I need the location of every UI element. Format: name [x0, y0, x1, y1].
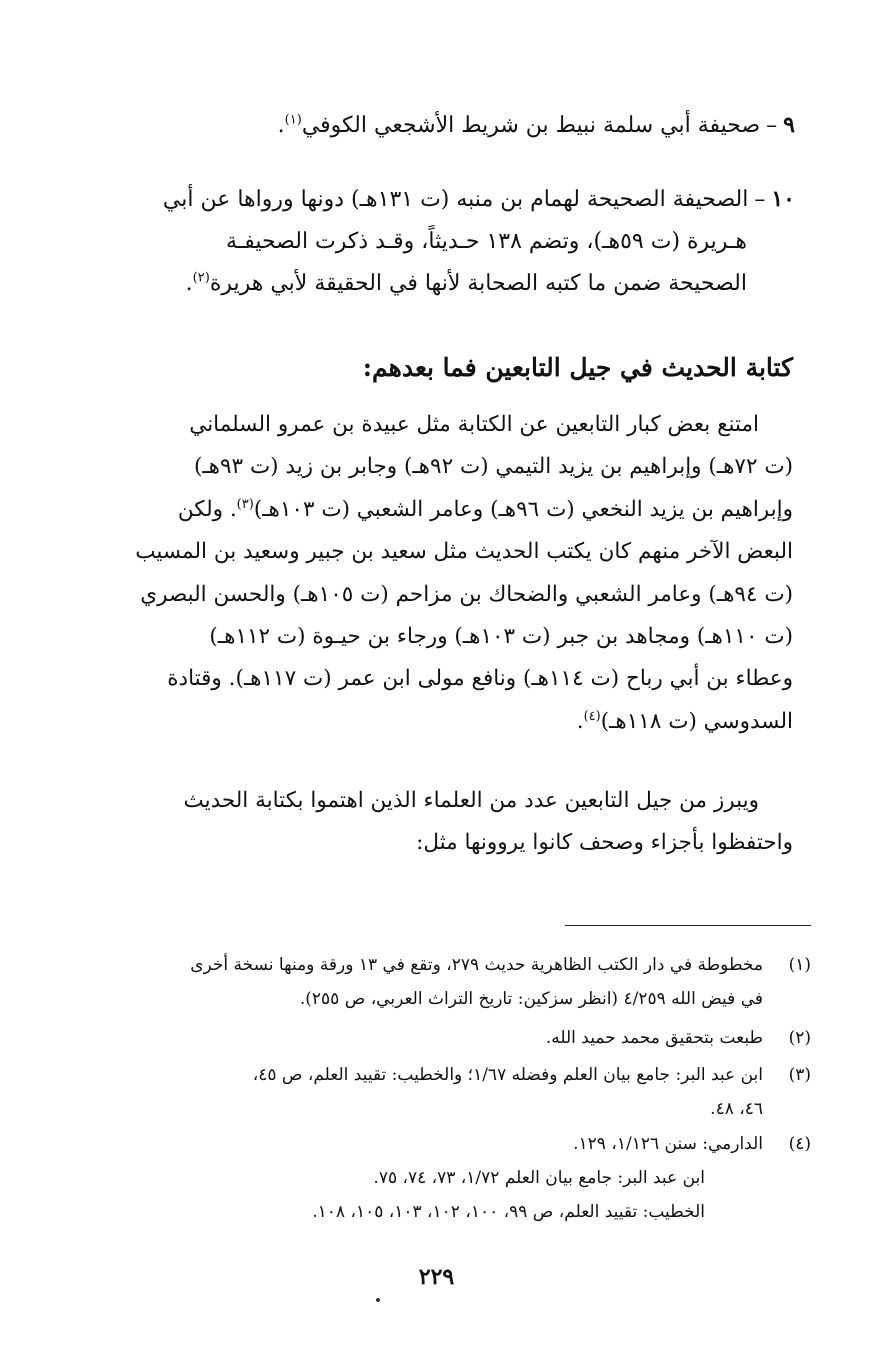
footnote-number: (٤): [788, 1134, 811, 1154]
footnote-text: الخطيب: تقييد العلم، ص ٩٩، ١٠٠، ١٠٢، ١٠٣، ١٠٥، ١٠٨.: [312, 1202, 705, 1222]
footnote-2: [111, 1021, 811, 1055]
print-speck: [376, 1298, 380, 1302]
line-text: ويبرز من جيل التابعين عدد من العلماء الذين اهتموا بكتابة الحديث: [183, 788, 759, 813]
paragraph-1: [93, 404, 793, 743]
footnote-text: ابن عبد البر: جامع بيان العلم ١/٧٢، ٧٣، ٧٤، ٧٥.: [373, 1168, 705, 1188]
footnote-text: في فيض الله ٤/٢٥٩ (انظر سزكين: تاريخ التراث العربي، ص ٢٥٥).: [299, 989, 763, 1009]
footnote-text: الدارمي: سنن ١/١٢٦، ١٢٩.: [573, 1134, 763, 1154]
paragraph-line: وعطاء بن أبي رباح (ت ١١٤هـ) ونافع مولى ابن عمر (ت ١١٧هـ). وقتادة: [167, 666, 793, 692]
line-text: .: [576, 708, 584, 734]
item-dash: –: [766, 113, 778, 138]
paragraph-line: (ت ٧٢هـ) وإبراهيم بن يزيد التيمي (ت ٩٢هـ) وجابر بن زيد (ت ٩٣هـ): [193, 454, 793, 480]
footnote-ref: (٢): [192, 270, 210, 286]
paragraph-line: [93, 404, 793, 446]
paragraph-line: [93, 489, 793, 531]
list-item-10: [95, 178, 795, 305]
item-text-last: الصحيحة ضمن ما كتبه الصحابة لأنها في الحقيقة لأبي هريرة: [209, 271, 747, 296]
footnote-number: (٣): [788, 1065, 811, 1085]
footnote-text: مخطوطة في دار الكتب الظاهرية حديث ٢٧٩، وتقع في ١٣ ورقة ومنها نسخة أخرى: [190, 955, 763, 975]
footnote-1: [111, 948, 811, 1016]
item-end: .: [185, 271, 193, 296]
footnote-line: [111, 1058, 811, 1092]
line-text: السدوسي (ت ١١٨هـ): [600, 708, 793, 734]
footnote-separator: [565, 925, 811, 926]
item-text-line: هـريرة (ت ٥٩هـ)، وتضم ١٣٨ حـديثاً، وقـد ذكرت الصحيفـة: [225, 229, 747, 254]
list-item-9: [95, 104, 795, 147]
footnote-text: ٤٦، ٤٨.: [710, 1099, 763, 1119]
footnote-text: ابن عبد البر: جامع بيان العلم وفضله ١/٦٧؛ والخطيب: تقييد العلم، ص ٤٥،: [252, 1065, 763, 1085]
footnote-text: طبعت بتحقيق محمد حميد الله.: [545, 1028, 763, 1048]
footnote-4: [111, 1127, 811, 1229]
footnote-ref: (٤): [583, 708, 601, 724]
footnote-ref: (١): [284, 112, 302, 128]
paragraph-line: البعض الآخر منهم كان يكتب الحديث مثل سعيد بن جبير وسعيد بن المسيب: [135, 539, 793, 565]
item-text: صحيفة أبي سلمة نبيط بن شريط الأشجعي الكوفي: [301, 113, 761, 138]
item-text-line: الصحيفة الصحيحة لهمام بن منبه (ت ١٣١هـ) دونها ورواها عن أبي: [162, 187, 749, 212]
item-dash: –: [754, 187, 766, 212]
footnote-number: (١): [788, 955, 811, 975]
item-number: ١٠: [771, 186, 795, 212]
paragraph-line: [93, 780, 793, 822]
item-line: [95, 178, 795, 221]
footnote-ref: (٣): [236, 496, 254, 512]
item-number: ٩: [783, 112, 795, 138]
paragraph-line: واحتفظوا بأجزاء وصحف كانوا يروونها مثل:: [416, 830, 793, 856]
paragraph-line: (ت ١١٠هـ) ومجاهد بن جبر (ت ١٠٣هـ) ورجاء بن حيـوة (ت ١١٢هـ): [209, 624, 793, 650]
item-text-line: [95, 263, 795, 305]
page-number: ٢٢٩: [418, 1264, 455, 1290]
footnote-3: [111, 1058, 811, 1126]
item-end: .: [277, 113, 285, 138]
paragraph-line: (ت ٩٤هـ) وعامر الشعبي والضحاك بن مزاحم (ت ١٠٥هـ) والحسن البصري: [140, 581, 793, 607]
line-text: وإبراهيم بن يزيد النخعي (ت ٩٦هـ) وعامر الشعبي (ت ١٠٣هـ): [253, 496, 793, 522]
line-text: . ولكن: [177, 496, 237, 522]
footnote-line: [111, 948, 811, 982]
footnote-line: [111, 1021, 811, 1055]
paragraph-line: [93, 701, 793, 743]
footnote-number: (٢): [788, 1028, 811, 1048]
footnote-line: [111, 1127, 811, 1161]
paragraph-2: [93, 780, 793, 865]
section-heading: كتابة الحديث في جيل التابعين فما بعدهم:: [362, 353, 793, 382]
line-text: امتنع بعض كبار التابعين عن الكتابة مثل عبيدة بن عمرو السلماني: [189, 412, 759, 437]
